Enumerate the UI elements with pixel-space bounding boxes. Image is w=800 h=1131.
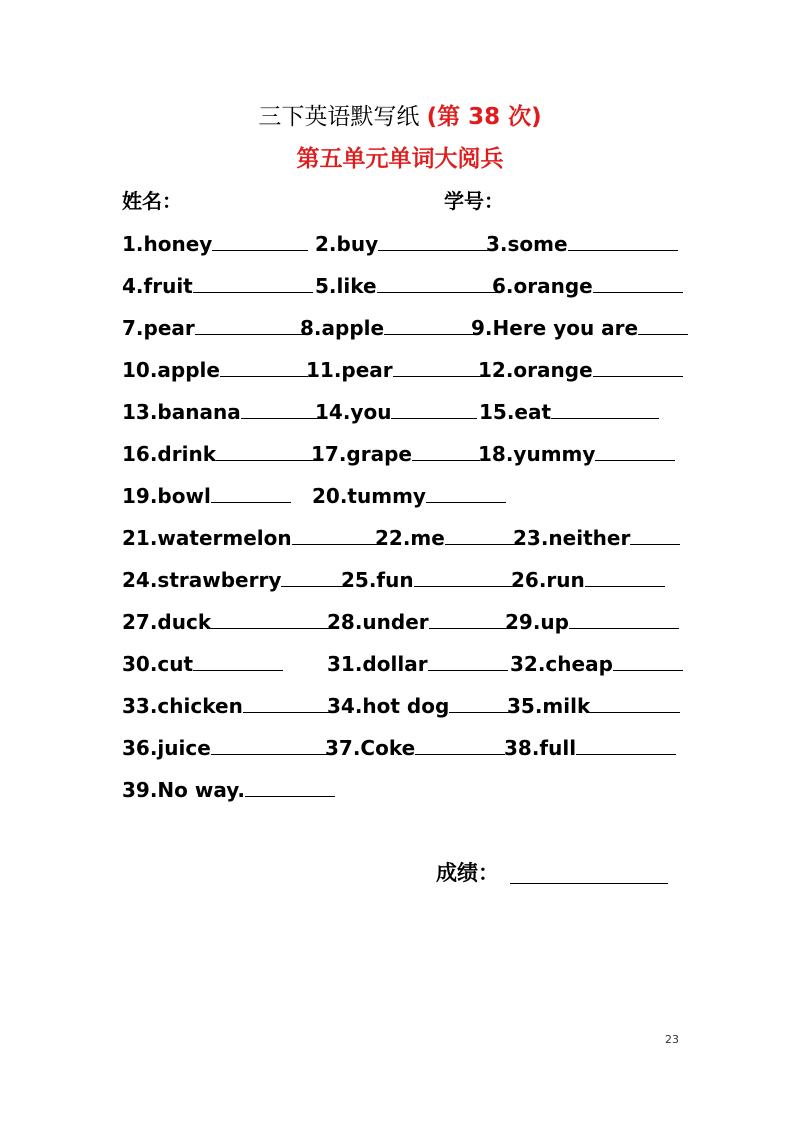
word-row [122,313,722,343]
answer-blank[interactable] [391,417,477,419]
answer-blank[interactable] [568,249,678,251]
word-row [122,229,722,259]
answer-blank[interactable] [429,627,509,629]
answer-blank[interactable] [613,669,683,671]
word-item: 20.tummy [312,481,506,511]
name-field-label: 姓名： [122,189,182,213]
word-item: 10.apple [122,355,308,385]
word-item: 34.hot dog [327,691,509,721]
word-item: 13.banana [122,397,319,427]
word-row [122,691,722,721]
word-item: 39.No way. [122,775,335,805]
score-blank[interactable] [510,883,668,884]
word-item: 12.orange [478,355,683,385]
word-row [122,439,722,469]
word-item: 18.yummy [478,439,675,469]
answer-blank[interactable] [414,585,514,587]
answer-blank[interactable] [384,333,474,335]
word-item: 7.pear [122,313,305,343]
word-row [122,271,722,301]
word-row [122,397,722,427]
word-item: 2.buy [315,229,488,259]
answer-blank[interactable] [593,291,683,293]
score-label: 成绩： [436,861,499,885]
answer-blank[interactable] [445,543,515,545]
word-item: 29.up [505,607,679,637]
word-row [122,607,722,637]
answer-blank[interactable] [426,501,506,503]
word-item: 3.some [486,229,678,259]
answer-blank[interactable] [415,753,505,755]
word-item: 5.like [315,271,497,301]
worksheet-title-main: 三下英语默写纸 [258,104,420,130]
word-item: 36.juice [122,733,331,763]
answer-blank[interactable] [241,417,319,419]
word-row [122,733,722,763]
answer-blank[interactable] [412,459,480,461]
word-item: 17.grape [311,439,480,469]
word-item: 35.milk [507,691,680,721]
answer-blank[interactable] [595,459,675,461]
answer-blank[interactable] [220,375,308,377]
word-item: 8.apple [300,313,474,343]
worksheet-subtitle: 第五单元单词大阅兵 [296,146,504,172]
page-number: 23 [665,1033,679,1046]
word-item: 37.Coke [325,733,505,763]
word-item: 25.fun [341,565,514,595]
word-item: 16.drink [122,439,314,469]
answer-blank[interactable] [590,711,680,713]
word-item: 32.cheap [510,649,683,679]
word-item: 1.honey [122,229,308,259]
answer-blank[interactable] [216,459,314,461]
word-item: 14.you [315,397,477,427]
answer-blank[interactable] [585,585,665,587]
answer-blank[interactable] [193,291,313,293]
word-item: 19.bowl [122,481,291,511]
answer-blank[interactable] [292,543,380,545]
word-item: 30.cut [122,649,283,679]
answer-blank[interactable] [377,291,497,293]
word-item: 38.full [504,733,676,763]
word-item: 26.run [511,565,665,595]
word-item: 23.neither [513,523,680,553]
answer-blank[interactable] [195,333,305,335]
word-item: 24.strawberry [122,565,351,595]
answer-blank[interactable] [449,711,509,713]
word-row [122,565,722,595]
word-item: 28.under [327,607,509,637]
answer-blank[interactable] [211,627,331,629]
word-item: 21.watermelon [122,523,380,553]
worksheet-title [0,102,800,132]
answer-blank[interactable] [378,249,488,251]
word-row [122,649,722,679]
worksheet-title-number: (第 38 次) [426,104,542,130]
answer-blank[interactable] [243,711,333,713]
word-row [122,355,722,385]
word-item: 31.dollar [327,649,508,679]
word-row [122,775,722,805]
word-item: 6.orange [492,271,683,301]
answer-blank[interactable] [245,795,335,797]
answer-blank[interactable] [551,417,659,419]
word-row [122,481,722,511]
word-item: 9.Here you are [471,313,688,343]
word-item: 11.pear [306,355,483,385]
word-item: 33.chicken [122,691,333,721]
answer-blank[interactable] [211,753,331,755]
word-item: 22.me [375,523,515,553]
answer-blank[interactable] [638,333,688,335]
answer-blank[interactable] [193,669,283,671]
word-item: 4.fruit [122,271,313,301]
answer-blank[interactable] [393,375,483,377]
word-item: 27.duck [122,607,331,637]
word-row [122,523,722,553]
answer-blank[interactable] [630,543,680,545]
answer-blank[interactable] [212,249,308,251]
answer-blank[interactable] [211,501,291,503]
answer-blank[interactable] [428,669,508,671]
student-id-field-label: 学号： [444,189,504,213]
word-item: 15.eat [479,397,659,427]
answer-blank[interactable] [569,627,679,629]
answer-blank[interactable] [593,375,683,377]
answer-blank[interactable] [576,753,676,755]
